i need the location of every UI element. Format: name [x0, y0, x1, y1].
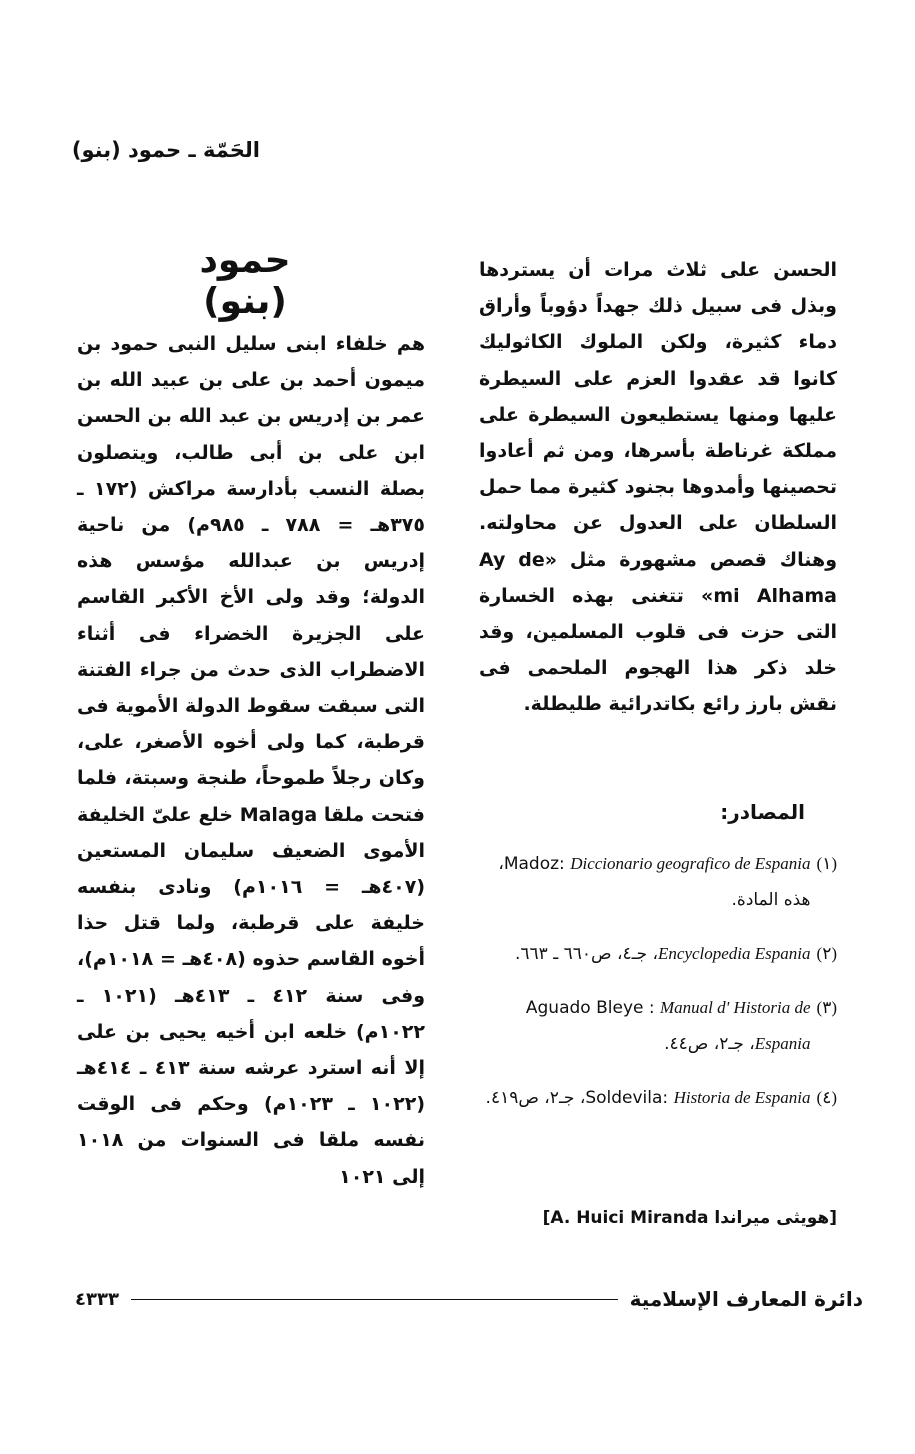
- article-title: حمود (بنو): [199, 240, 291, 322]
- sources-heading: المصادر:: [720, 800, 805, 824]
- previous-article-continuation: الحسن على ثلاث مرات أن يستردها وبذل فى سبيل ذلك جهداً دؤوباً وأراق دماء كثيرة، ولكن الملوك الكاثوليك كانوا قد عقدوا العزم على السيطرة عليها ومنها يستطيعون السيطرة على مملكة غرناطة بأسرها، ومن ثم أعادوا تحصينها وأمدوها بجنود كثيرة مما حمل السلطان على العدول عن محاولته. وهناك قصص مشهورة مثل «Ay de mi Alhama» تتغنى بهذه الخسارة التى حزت فى قلوب المسلمين، وقد خلد ذكر هذا الهجوم الملحمى فى نقش بارز رائع بكاتدرائية طليطلة.: [479, 259, 838, 716]
- source-title: Diccionario geografico de Espania: [570, 854, 811, 873]
- source-citation: [477, 846, 811, 918]
- source-citation: [477, 936, 811, 972]
- source-author: Soldevila:: [585, 1088, 669, 1108]
- footer-rule: [131, 1299, 618, 1300]
- author-signature: [هويثى ميراندا A. Huici Miranda]: [542, 1208, 837, 1228]
- source-title: Historia de Espania: [673, 1088, 811, 1107]
- source-item: [477, 990, 837, 1062]
- running-head: الحَمّة ـ حمود (بنو): [71, 138, 260, 162]
- source-title: Manual d' Historia de Espania: [660, 998, 811, 1053]
- article-body: هم خلفاء ابنى سليل النبى حمود بن ميمون أحمد بن على بن عبيد الله بن عمر بن إدريس بن عبد الله بن الحسن ابن على بن أبى طالب، ويتصلون بصلة النسب بأدارسة مراكش (١٧٢ ـ ٣٧٥هـ = ٧٨٨ ـ ٩٨٥م) من ناحية إدريس بن عبدالله مؤسس هذه الدولة؛ وقد ولى الأخ الأكبر القاسم على الجزيرة الخضراء فى أثناء الاضطراب الذى حدث من جراء الفتنة التى سبقت سقوط الدولة الأموية فى قرطبة، كما ولى أخوه الأصغر، على، وكان رجلاً طموحاً، طنجة وسبتة، فلما فتحت ملقا Malaga خلع علىّ الخليفة الأموى الضعيف سليمان المستعين (٤٠٧هـ = ١٠١٦م) ونادى بنفسه خليفة على قرطبة، ولما قتل حذا أخوه القاسم حذوه (٤٠٨هـ = ١٠١٨م)، وفى سنة ٤١٢ ـ ٤١٣هـ (١٠٢١ ـ ١٠٢٢م) خلعه ابن أخيه يحيى بن على إلا أنه استرد عرشه سنة ٤١٣ ـ ٤١٤هـ (١٠٢٢ ـ ١٠٢٣م) وحكم فى الوقت نفسه ملقا فى السنوات من ١٠١٨ إلى ١٠٢١: [77, 333, 426, 1188]
- source-tail: ، جـ٤، ص٦٦٠ ـ ٦٦٣.: [515, 944, 659, 964]
- source-citation: [477, 990, 811, 1062]
- source-number: (٣): [816, 998, 837, 1017]
- source-item: [477, 1080, 837, 1116]
- source-author: Aguado Bleye :: [525, 998, 655, 1018]
- footer-journal-title: دائرة المعارف الإسلامية: [629, 1287, 863, 1311]
- source-number: (١): [816, 854, 837, 873]
- page-footer: [75, 1284, 863, 1314]
- source-item: [477, 846, 837, 918]
- sources-list: [477, 846, 837, 1134]
- source-number: (٤): [816, 1088, 837, 1107]
- source-citation: [477, 1080, 811, 1116]
- page-number: ٤٣٣٣: [75, 1288, 119, 1310]
- source-tail: ، جـ٢، ص٤١٩.: [485, 1088, 586, 1108]
- source-number: (٢): [816, 944, 837, 963]
- source-title: Encyclopedia Espania: [658, 944, 811, 963]
- source-item: [477, 936, 837, 972]
- source-tail: ، هذه المادة.: [498, 854, 811, 910]
- source-author: Madoz:: [503, 854, 565, 874]
- source-tail: ، جـ٢، ص٤٤.: [664, 1034, 755, 1054]
